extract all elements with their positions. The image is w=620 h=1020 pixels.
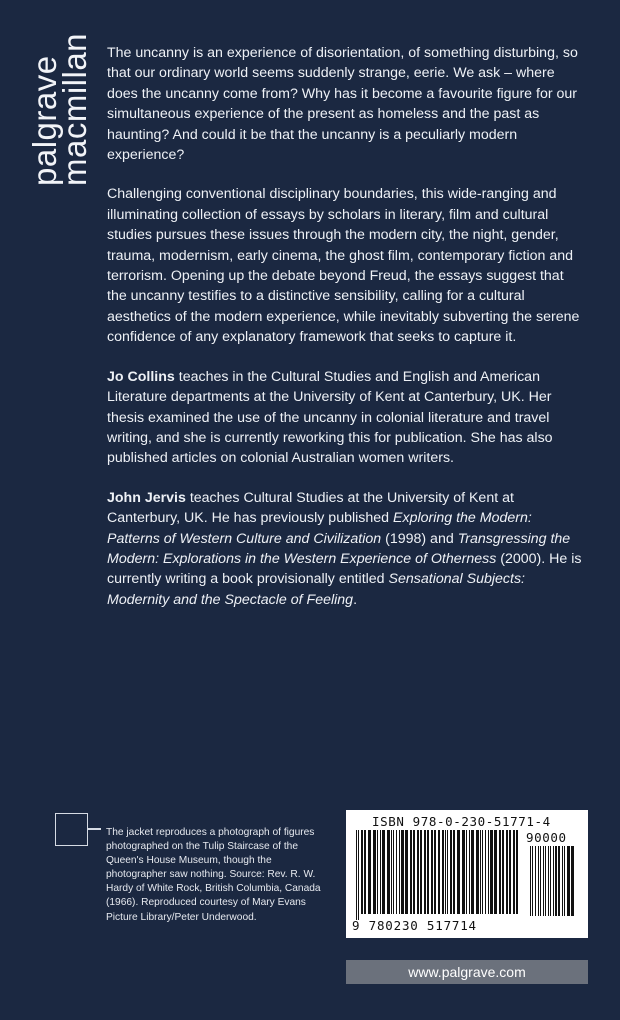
blurb-paragraph-2: Challenging conventional disciplinary boundaries, this wide-ranging and illuminating collection of essays by scholars in literary, film and cultural studies pursues these issues through the modern city, the night, gender, trauma, modernism, early cinema, the ghost film, contemporary fiction and terrorism. Opening up the debate beyond Freud, the essays suggest that the uncanny testifies to a distinctive sensibility, calling for a cultural aesthetics of the modern experience, while inevitably subverting the serene confidence of any explanatory framework that seeks to capture it. — [107, 186, 580, 346]
barcode-bar — [453, 830, 455, 914]
logo-palgrave: palgrave — [26, 55, 63, 186]
barcode-bar — [396, 830, 397, 914]
barcode-bar — [490, 830, 493, 914]
barcode-bar — [368, 830, 371, 914]
jervis-book-title-1: Exploring the Modern: Patterns of Western Culture and Civilization — [107, 510, 532, 547]
barcode-bar — [431, 830, 433, 914]
barcode-bar — [413, 830, 415, 914]
logo-macmillan: macmillan — [56, 32, 93, 186]
barcode-bar — [564, 846, 565, 916]
barcode-bar — [553, 846, 554, 916]
barcode-bar — [471, 830, 474, 914]
barcode-bar — [499, 830, 501, 914]
jervis-bio-text-1: teaches Cultural Studies at the University of Kent at Canterbury, UK. He has previously published — [107, 489, 514, 527]
collins-bio-text: teaches in the Cultural Studies and English and American Literature departments at the University of Kent at Canterbury, UK. Her thesis examined the use of the uncanny in colonial literature and travel writing, and she is currently reworking this for publication. She has also published articles on colonial Australian women writers. — [107, 368, 553, 467]
barcode-bar — [399, 830, 400, 914]
editor-name-collins: Jo Collins — [107, 368, 175, 385]
barcode-bar — [380, 830, 381, 914]
frame-square-icon — [55, 813, 88, 846]
barcode-bar — [387, 830, 390, 914]
barcode-bar — [469, 830, 470, 914]
barcode-bar — [361, 830, 363, 914]
barcode-bar — [506, 830, 508, 914]
barcode-bar — [466, 830, 467, 914]
barcode-bar — [476, 830, 479, 914]
barcode-bar — [364, 830, 366, 914]
barcode-bar — [502, 830, 504, 914]
barcode-bar — [356, 830, 357, 920]
barcode-bar — [562, 846, 563, 916]
barcode-bar — [450, 830, 452, 914]
price-barcode-bars-icon — [528, 846, 578, 918]
isbn-barcode — [346, 810, 588, 938]
barcode-bar — [457, 830, 460, 914]
barcode-bar — [358, 830, 359, 920]
ean-digits: 9 780230 517714 — [352, 918, 477, 933]
barcode-bar — [382, 830, 385, 914]
barcode-bar — [513, 830, 515, 914]
barcode-bar — [445, 830, 446, 914]
barcode-bar — [548, 846, 549, 916]
barcode-bar — [558, 846, 560, 916]
barcode-bar — [401, 830, 404, 914]
price-code: 90000 — [526, 830, 567, 845]
blurb-paragraph-1: The uncanny is an experience of disorientation, of something disturbing, so that our ordinary world seems suddenly strange, eerie. We ask – where does the uncanny come from? Why has it become a favourite figure for our simultaneous experience of the present as homeless and the past as haunting? And could it be that the uncanny is a peculiarly modern experience? — [107, 45, 578, 164]
barcode-bar — [393, 830, 394, 914]
barcode-bar — [530, 846, 531, 916]
publisher-website-link[interactable]: www.palgrave.com — [346, 960, 588, 984]
jervis-bio-text-3: (2000). He is currently writing a book provisionally entitled — [107, 550, 582, 588]
jervis-book-title-2: Transgressing the Modern: Explorations in the Western Experience of Otherness — [107, 530, 571, 567]
isbn-label: ISBN 978-0-230-51771-4 — [372, 814, 551, 829]
barcode-bar — [438, 830, 440, 914]
publisher-logo — [18, 32, 93, 190]
barcode-bar — [377, 830, 378, 914]
barcode-bar — [488, 830, 489, 914]
barcode-bar — [555, 846, 557, 916]
barcode-bar — [532, 846, 533, 916]
barcode-bar — [485, 830, 486, 914]
barcode-bar — [545, 846, 546, 916]
barcode-bar — [424, 830, 426, 914]
barcode-bar — [494, 830, 497, 914]
barcode-bar — [417, 830, 419, 914]
barcode-bar — [373, 830, 376, 914]
barcode-bar — [442, 830, 444, 914]
barcode-bar — [462, 830, 465, 914]
barcode-bar — [410, 830, 412, 914]
back-cover-text — [107, 43, 583, 629]
divider — [87, 828, 101, 830]
barcode-bar — [480, 830, 481, 914]
barcode-bar — [571, 846, 574, 916]
barcode-bar — [405, 830, 408, 914]
barcode-bar — [538, 846, 539, 916]
barcode-bar — [434, 830, 436, 914]
barcode-bar — [550, 846, 551, 916]
barcode-bars-icon — [354, 830, 524, 920]
barcode-bar — [540, 846, 541, 916]
editor-bio-collins — [107, 367, 583, 469]
jervis-bio-text-2: (1998) and — [385, 530, 454, 547]
barcode-bar — [509, 830, 511, 914]
barcode-bar — [391, 830, 392, 914]
barcode-bar — [567, 846, 570, 916]
jervis-bio-text-4: . — [353, 591, 358, 608]
jacket-credit: The jacket reproduces a photograph of figures photographed on the Tulip Staircase of the Queen's House Museum, though the photographer saw nothing. Source: Rev. R. W. Hardy of White Rock, British Columbia, Canada (1966). Reproduced courtesy of Mary Evans Picture Library/Peter Underwood. — [106, 827, 321, 923]
barcode-bar — [543, 846, 544, 916]
barcode-bar — [427, 830, 429, 914]
barcode-bar — [516, 830, 518, 914]
editor-name-jervis: John Jervis — [107, 489, 186, 506]
barcode-bar — [447, 830, 448, 914]
barcode-bar — [482, 830, 483, 914]
barcode-bar — [535, 846, 536, 916]
barcode-bar — [420, 830, 422, 914]
jervis-book-title-3: Sensational Subjects: Modernity and the Spectacle of Feeling — [107, 571, 525, 608]
editor-bio-jervis — [107, 488, 583, 610]
